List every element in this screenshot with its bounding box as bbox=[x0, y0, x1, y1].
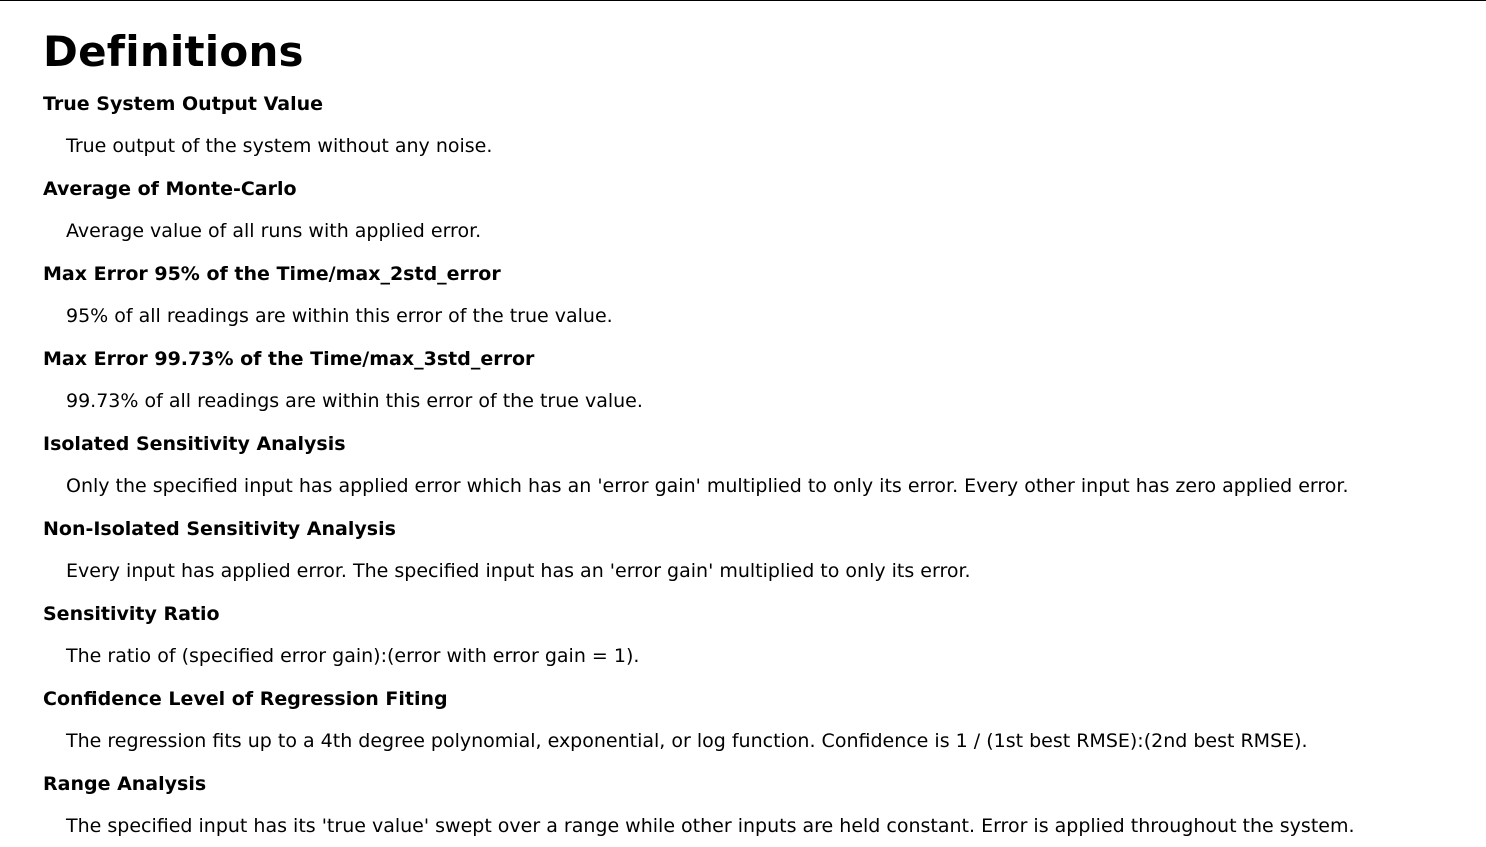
page-title: Definitions bbox=[43, 27, 304, 76]
definition-term: Average of Monte-Carlo bbox=[43, 178, 297, 200]
definition-description: True output of the system without any noise. bbox=[66, 135, 493, 157]
definition-description: Every input has applied error. The specified input has an 'error gain' multiplied to only its error. bbox=[66, 560, 971, 582]
definition-description: The regression fits up to a 4th degree polynomial, exponential, or log function. Confidence is 1 / (1st best RMSE):(2nd best RMSE). bbox=[66, 730, 1308, 752]
definition-term: True System Output Value bbox=[43, 93, 324, 115]
definition-description: The ratio of (specified error gain):(error with error gain = 1). bbox=[66, 645, 640, 667]
definition-term: Range Analysis bbox=[43, 773, 207, 795]
definition-description: 95% of all readings are within this error of the true value. bbox=[66, 305, 613, 327]
definition-description: 99.73% of all readings are within this error of the true value. bbox=[66, 390, 643, 412]
definition-description: Only the specified input has applied error which has an 'error gain' multiplied to only its error. Every other input has zero applied error. bbox=[66, 475, 1349, 497]
definition-list bbox=[43, 92, 1473, 838]
definition-term: Isolated Sensitivity Analysis bbox=[43, 433, 346, 455]
definition-term: Max Error 99.73% of the Time/max_3std_error bbox=[43, 348, 535, 370]
definition-term: Confidence Level of Regression Fiting bbox=[43, 688, 448, 710]
definition-description: The specified input has its 'true value' swept over a range while other inputs are held constant. Error is applied throughout the system. bbox=[66, 815, 1355, 837]
definition-term: Max Error 95% of the Time/max_2std_error bbox=[43, 263, 501, 285]
definition-description: Average value of all runs with applied error. bbox=[66, 220, 482, 242]
definitions-page bbox=[43, 26, 1473, 838]
definition-term: Non-Isolated Sensitivity Analysis bbox=[43, 518, 396, 540]
definition-term: Sensitivity Ratio bbox=[43, 603, 220, 625]
